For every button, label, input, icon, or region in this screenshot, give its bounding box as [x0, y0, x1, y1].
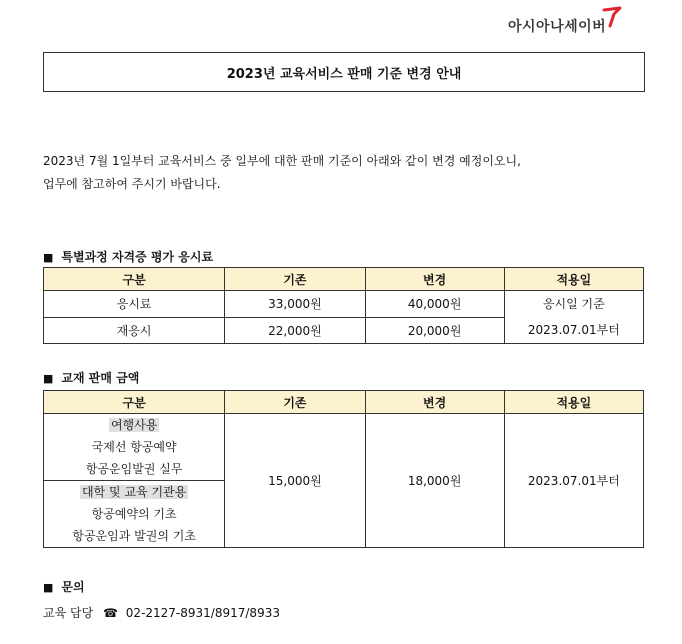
intro-line-2: 업무에 참고하여 주시기 바랍니다.	[43, 177, 221, 191]
section-textbook-title	[43, 369, 139, 386]
notice-title-box	[43, 52, 645, 92]
row-old-value: 22,000원	[225, 317, 365, 344]
table-row	[44, 414, 644, 548]
section-exam-fee-label: 특별과정 자격증 평가 응시료	[61, 250, 214, 264]
list-item: 항공운임발권 실무	[85, 462, 183, 476]
bullet-square: ■	[43, 581, 54, 594]
header-apply-date: 적용일	[504, 391, 643, 414]
contact-label: 교육 담당	[43, 606, 94, 620]
textbook-category-cell	[44, 414, 225, 548]
intro-line-1: 2023년 7월 1일부터 교육서비스 중 일부에 대한 판매 기준이 아래와 같이 변경 예정이오니,	[43, 154, 521, 168]
textbook-old-price: 15,000원	[225, 414, 365, 548]
section-inquiry-label: 문의	[61, 580, 85, 594]
list-item: 항공운임과 발권의 기초	[72, 529, 196, 543]
textbook-price-table	[43, 390, 644, 548]
textbook-apply-date: 2023.07.01부터	[504, 414, 643, 548]
list-item: 항공예약의 기초	[91, 507, 177, 521]
notice-title: 2023년 교육서비스 판매 기준 변경 안내	[226, 66, 462, 82]
header-category: 구분	[44, 268, 225, 291]
intro-paragraph	[43, 150, 521, 196]
logo-mark-icon	[598, 4, 624, 30]
row-old-value: 33,000원	[225, 291, 365, 318]
row-new-value: 40,000원	[365, 291, 504, 318]
bullet-square: ■	[43, 251, 54, 264]
group-university	[44, 481, 224, 547]
list-item: 국제선 항공예약	[91, 440, 177, 454]
section-textbook-label: 교재 판매 금액	[61, 371, 140, 385]
textbook-new-price: 18,000원	[365, 414, 504, 548]
row-label: 재응시	[44, 317, 225, 344]
phone-icon: ☎	[103, 606, 118, 620]
logo-text: 아시아나세이버	[508, 19, 607, 35]
table-header-row	[44, 268, 644, 291]
contact-phone: 02-2127-8931/8917/8933	[125, 606, 280, 620]
bullet-square: ■	[43, 372, 54, 385]
group-heading: 대학 및 교육 기관용	[82, 485, 187, 499]
group-travel-agency	[44, 414, 224, 481]
table-row	[44, 291, 644, 318]
section-inquiry-title	[43, 578, 85, 595]
row-label: 응시료	[44, 291, 225, 318]
header-apply-date: 적용일	[504, 268, 643, 291]
apply-date-cell	[504, 291, 643, 344]
apply-date-line-1: 응시일 기준	[542, 297, 605, 311]
group-heading: 여행사용	[110, 418, 158, 432]
contact-line	[43, 604, 280, 621]
table-header-row	[44, 391, 644, 414]
company-logo	[508, 6, 624, 36]
header-category: 구분	[44, 391, 225, 414]
header-new: 변경	[365, 268, 504, 291]
row-new-value: 20,000원	[365, 317, 504, 344]
exam-fee-table	[43, 267, 644, 344]
header-old: 기존	[225, 391, 365, 414]
header-new: 변경	[365, 391, 504, 414]
header-old: 기존	[225, 268, 365, 291]
section-exam-fee-title	[43, 248, 213, 265]
apply-date-line-2: 2023.07.01부터	[527, 323, 620, 337]
